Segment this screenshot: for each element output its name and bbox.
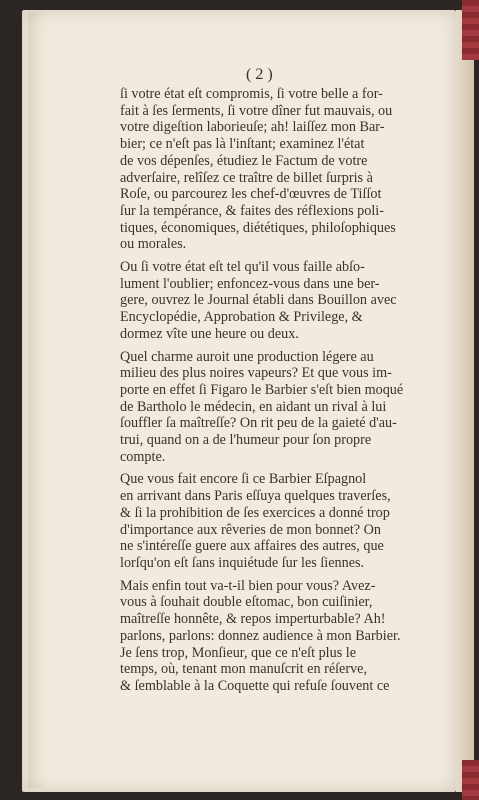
binding-strip-top [462,0,479,60]
text-line: ſur la tempérance, & faites des réflexions poli- [120,202,384,219]
text-line: ſi votre état eſt compromis, ſi votre belle a for- [120,86,383,102]
text-line: & ſemblable à la Coquette qui refuſe ſouvent ce [120,677,390,694]
text-line: bier; ce n'eſt pas là l'inſtant; examinez l'état [120,136,365,153]
text-line: de Bartholo le médecin, en aidant un rival à lui [120,398,387,415]
text-line: Roſe, ou parcourez les chef-d'œuvres de Tiſſot [120,186,382,203]
text-line: milieu des plus noires vapeurs? Et que vous im- [120,365,392,382]
text-line: fait à ſes ſerments, ſi votre dîner fut mauvais, ou [120,102,393,119]
text-line: en arrivant dans Paris eſſuya quelques traverſes, [120,488,391,505]
text-line: porte en effet ſi Figaro le Barbier s'eſt bien moqué [120,381,404,398]
binding-strip-bottom [462,760,479,800]
text-line: Quel charme auroit une production légere au [120,348,374,365]
text-line: compte. [120,448,166,465]
page-fold-shadow [28,12,48,788]
text-line: parlons, parlons: donnez audience à mon Barbier. [120,627,401,644]
text-line: Encyclopédie, Approbation & Privilege, & [120,309,363,326]
text-line: gere, ouvrez le Journal établi dans Bouillon avec [120,292,397,309]
text-line: Je ſens trop, Monſieur, que ce n'eſt plus le [120,644,357,661]
text-line: votre digeſtion laborieuſe; ah! laiſſez mon Bar- [120,119,385,136]
text-line: lument l'oublier; enfoncez-vous dans une ber- [120,275,380,292]
text-line: vous à ſouhait double eſtomac, bon cuiſinier, [120,594,373,611]
text-line: Que vous fait encore ſi ce Barbier Eſpagnol [120,471,367,488]
text-line: Mais enfin tout va-t-il bien pour vous? Avez- [120,577,376,594]
text-line: tiques, économiques, diététiques, philoſophiques [120,219,396,236]
text-line: lorſqu'on eſt ſans inquiétude ſur les ſiennes. [120,554,365,571]
text-line: adverſaire, relîſez ce traître de billet ſurpris à [120,169,373,186]
text-line: ne s'intéreſſe guere aux affaires des autres, que [120,538,384,555]
text-line: dormez vîte une heure ou deux. [120,325,299,342]
text-line: maîtreſſe honnête, & repos imperturbable? Ah! [120,611,386,628]
body-text [120,86,444,695]
text-line: & ſi la prohibition de ſes exercices a donné trop [120,504,390,521]
text-line: temps, où, tenant mon manuſcrit en réſerve, [120,661,368,678]
text-line: ſouffler ſa maîtreſſe? On rit peu de la gaieté d'au- [120,415,397,432]
page-edge [456,10,474,792]
text-line: de vos dépenſes, étudiez le Factum de votre [120,152,368,169]
text-line: trui, quand on a de l'humeur pour ſon propre [120,432,372,449]
text-line: ou morales. [120,236,187,253]
text-line: Ou ſi votre état eſt tel qu'il vous faille abſo- [120,259,365,276]
page-number: ( 2 ) [246,66,273,83]
text-line: d'importance aux rêveries de mon bonnet? On [120,521,381,538]
